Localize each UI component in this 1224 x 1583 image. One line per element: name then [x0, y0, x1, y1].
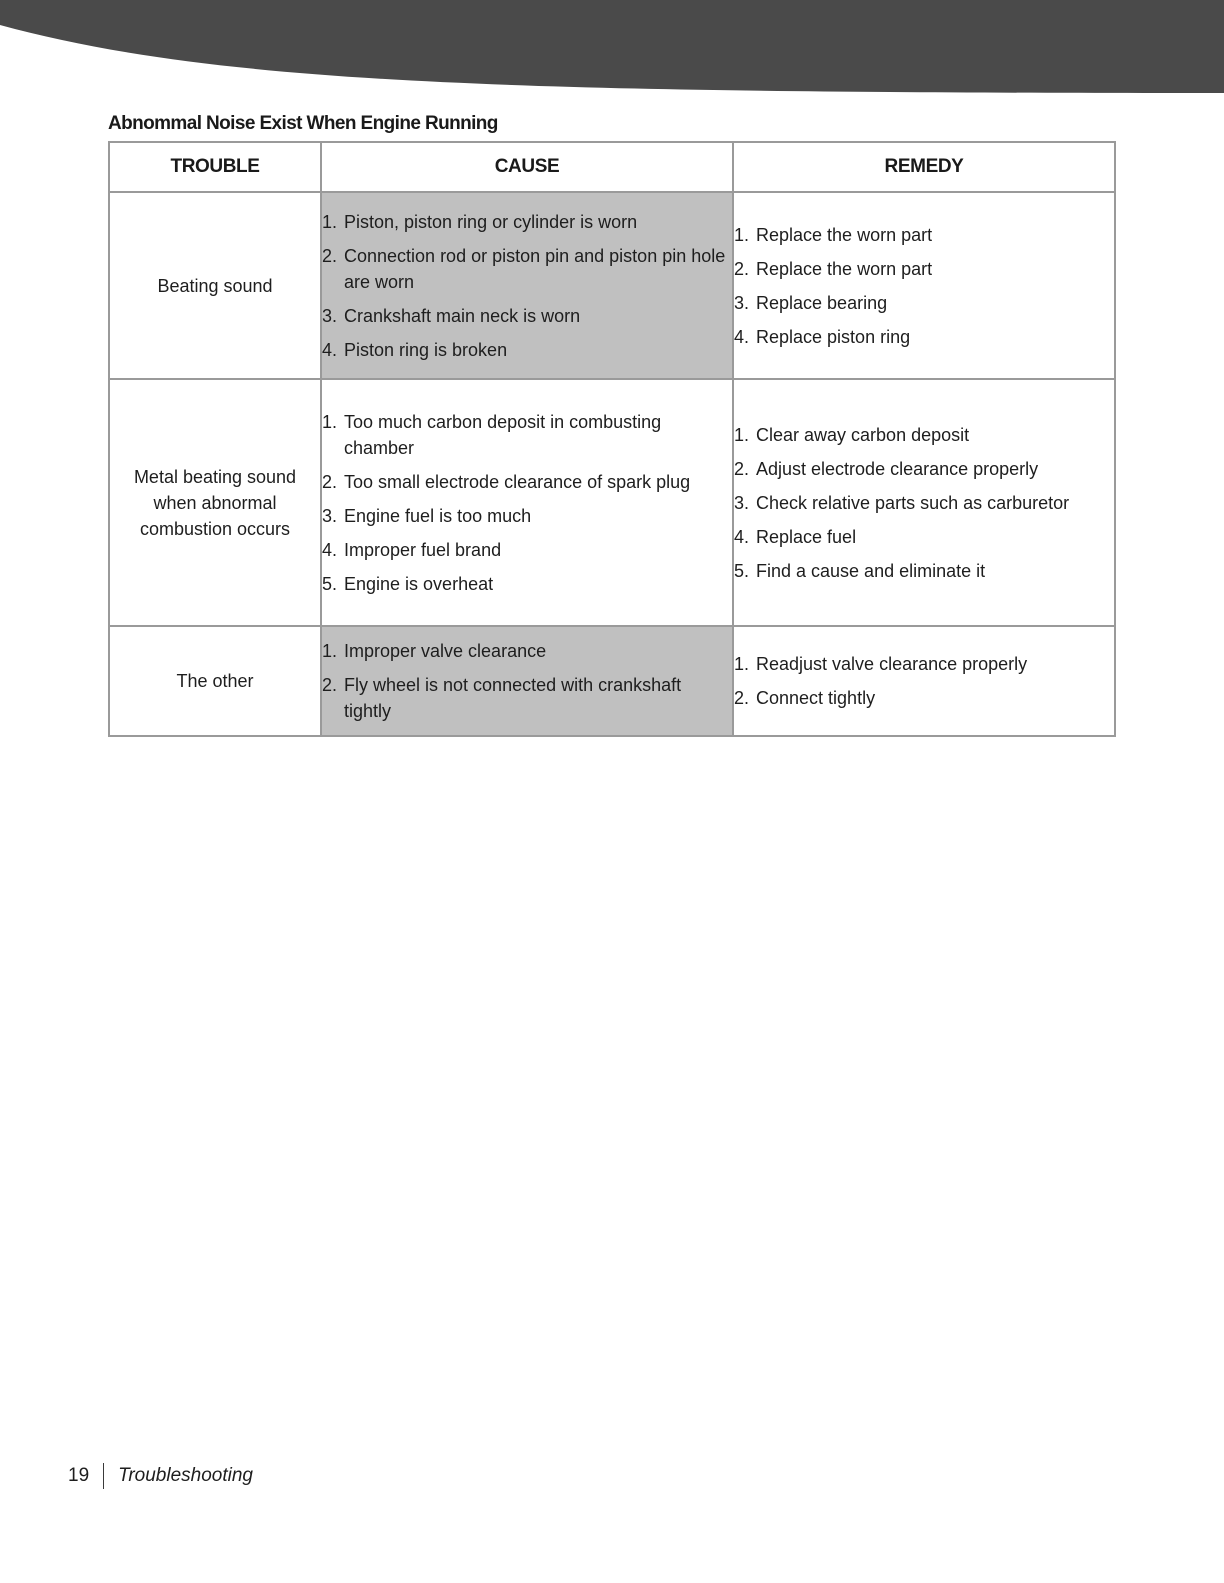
footer-section-name: Troubleshooting — [118, 1465, 253, 1486]
remedy-cell — [733, 626, 1115, 736]
table-row — [109, 192, 1115, 379]
list-item: 1. Improper valve clearance — [322, 641, 547, 661]
cause-list — [322, 638, 732, 724]
list-item: 4. Replace fuel — [734, 526, 857, 547]
header-band — [0, 0, 1224, 96]
list-item: 2. Connect tightly — [734, 688, 876, 708]
trouble-cell: The other — [109, 626, 321, 736]
cause-cell — [321, 379, 733, 626]
list-item: 4. Improper fuel brand — [322, 539, 502, 560]
header-swoosh — [0, 0, 1224, 93]
list-item: 1. Readjust valve clearance properly — [734, 654, 1028, 674]
table-row — [109, 626, 1115, 736]
list-item: 3. Crankshaft main neck is worn — [322, 305, 581, 326]
cause-cell — [321, 626, 733, 736]
list-item: 2. Connection rod or piston pin and piston pin hole are worn — [322, 245, 726, 292]
section-title: Abnommal Noise Exist When Engine Running — [108, 113, 498, 134]
list-item: 1. Replace the worn part — [734, 224, 933, 245]
page-number: 19 — [68, 1465, 90, 1486]
list-item: 3. Check relative parts such as carburetor — [734, 492, 1070, 513]
list-item: 2. Adjust electrode clearance properly — [734, 458, 1039, 479]
remedy-list — [734, 222, 1114, 350]
list-item: 1. Piston, piston ring or cylinder is worn — [322, 211, 638, 232]
footer-divider — [103, 1463, 104, 1489]
header-cause: CAUSE — [321, 142, 733, 192]
list-item: 2. Too small electrode clearance of spark plug — [322, 471, 691, 492]
list-item: 5. Find a cause and eliminate it — [734, 560, 986, 581]
troubleshooting-table — [108, 141, 1116, 737]
header-trouble: TROUBLE — [109, 142, 321, 192]
list-item: 4. Replace piston ring — [734, 326, 911, 347]
table-row — [109, 379, 1115, 626]
cause-list — [322, 409, 732, 597]
trouble-cell: Metal beating sound when abnormal combustion occurs — [109, 379, 321, 626]
trouble-cell: Beating sound — [109, 192, 321, 379]
list-item: 1. Too much carbon deposit in combusting chamber — [322, 411, 662, 458]
list-item: 3. Engine fuel is too much — [322, 505, 532, 526]
remedy-cell — [733, 379, 1115, 626]
list-item: 2. Fly wheel is not connected with crankshaft tightly — [322, 675, 682, 721]
list-item: 1. Clear away carbon deposit — [734, 424, 970, 445]
remedy-list — [734, 651, 1114, 711]
remedy-cell — [733, 192, 1115, 379]
header-remedy: REMEDY — [733, 142, 1115, 192]
list-item: 5. Engine is overheat — [322, 573, 494, 594]
table-header-row — [109, 142, 1115, 192]
list-item: 2. Replace the worn part — [734, 258, 933, 279]
list-item: 4. Piston ring is broken — [322, 339, 508, 360]
page-footer — [68, 1463, 253, 1489]
cause-list — [322, 209, 732, 363]
cause-cell — [321, 192, 733, 379]
remedy-list — [734, 422, 1114, 584]
list-item: 3. Replace bearing — [734, 292, 888, 313]
